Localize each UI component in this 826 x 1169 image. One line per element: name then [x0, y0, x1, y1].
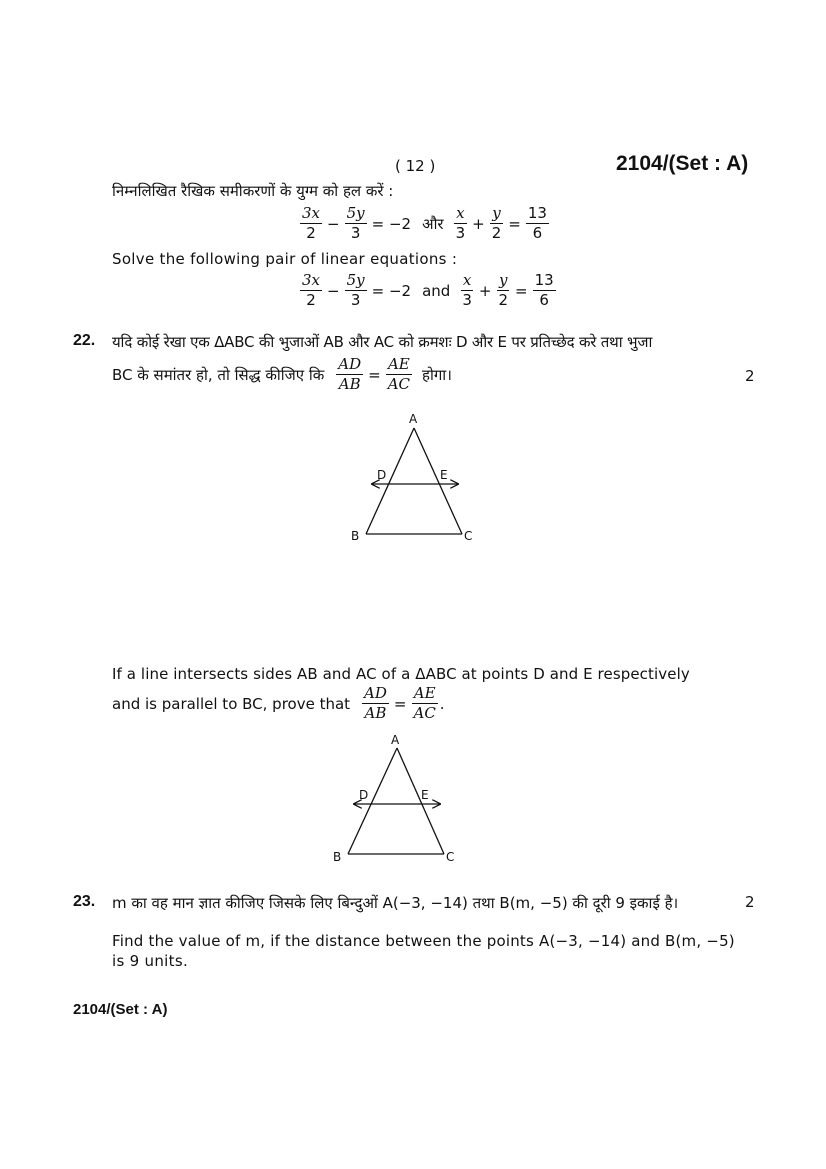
point-label-e: E: [421, 788, 429, 802]
q22-hindi-line1: यदि कोई रेखा एक ΔABC की भुजाओं AB और AC को क्रमशः D और E पर प्रतिच्छेद करे तथा भुजा: [112, 333, 653, 351]
q21-english-equation: $\frac{3x}{2}$ − $\frac{5y}{3}$ = −2 and $\frac{x}{3}$ + $\frac{y}{2}$ = $\frac{13}{6}$: [302, 271, 554, 310]
fraction: $\frac{AE}{AC}$: [413, 684, 436, 723]
q21-english-intro: Solve the following pair of linear equations :: [112, 250, 458, 268]
fraction: $\frac{13}{6}$: [527, 204, 547, 243]
fraction: $\frac{3x}{2}$: [302, 204, 321, 243]
point-label-e: E: [440, 468, 448, 482]
vertex-label-b: B: [351, 529, 360, 543]
q23-marks: 2: [745, 893, 755, 911]
page-number: ( 12 ): [395, 157, 436, 175]
side-ab: [366, 428, 414, 534]
vertex-label-a: A: [391, 733, 400, 747]
q23-english-line2: is 9 units.: [112, 952, 189, 970]
q23-english-line1: Find the value of m, if the distance between the points A(−3, −14) and B(m, −5): [112, 932, 735, 950]
q23-hindi-text: m का वह मान ज्ञात कीजिए जिसके लिए बिन्दुओं A(−3, −14) तथा B(m, −5) की दूरी 9 इकाई है।: [112, 894, 679, 912]
set-code-header: 2104/(Set : A): [616, 152, 749, 175]
triangle-figure-hindi: [340, 408, 490, 548]
fraction: $\frac{x}{3}$: [462, 271, 472, 310]
q22-marks: 2: [745, 367, 755, 385]
vertex-label-a: A: [409, 412, 418, 426]
q21-hindi-equation: $\frac{3x}{2}$ − $\frac{5y}{3}$ = −2 और $\frac{x}{3}$ + $\frac{y}{2}$ = $\frac{13}{6}$: [302, 204, 547, 243]
q22-hindi-line2: BC के समांतर हो, तो सिद्ध कीजिए कि $\frac{AD}{AB}$ = $\frac{AE}{AC}$ होगा।: [112, 355, 452, 394]
fraction: $\frac{y}{2}$: [498, 271, 508, 310]
fraction: $\frac{AD}{AB}$: [338, 355, 362, 394]
fraction: $\frac{3x}{2}$: [302, 271, 321, 310]
q21-hindi-intro: निम्नलिखित रैखिक समीकरणों के युग्म को हल करें :: [112, 182, 394, 200]
point-label-d: D: [359, 788, 369, 802]
fraction: $\frac{x}{3}$: [455, 204, 466, 243]
side-ac: [414, 428, 462, 534]
vertex-label-c: C: [464, 529, 473, 543]
triangle-figure-english: [322, 730, 472, 870]
fraction: $\frac{5y}{3}$: [346, 204, 365, 243]
side-ab: [348, 748, 397, 854]
vertex-label-b: B: [333, 850, 342, 864]
fraction: $\frac{y}{2}$: [491, 204, 502, 243]
point-label-d: D: [377, 468, 387, 482]
fraction: $\frac{AD}{AB}$: [364, 684, 387, 723]
q22-number: 22.: [73, 332, 96, 349]
fraction: $\frac{5y}{3}$: [346, 271, 365, 310]
q23-number: 23.: [73, 893, 96, 910]
fraction: $\frac{13}{6}$: [534, 271, 554, 310]
vertex-label-c: C: [446, 850, 455, 864]
set-code-footer: 2104/(Set : A): [73, 1001, 168, 1018]
q22-english-line2: and is parallel to BC, prove that $\frac{AD}{AB}$ = $\frac{AE}{AC}$ .: [112, 684, 445, 723]
fraction: $\frac{AE}{AC}$: [387, 355, 411, 394]
q22-english-line1: If a line intersects sides AB and AC of a ΔABC at points D and E respectively: [112, 665, 690, 683]
